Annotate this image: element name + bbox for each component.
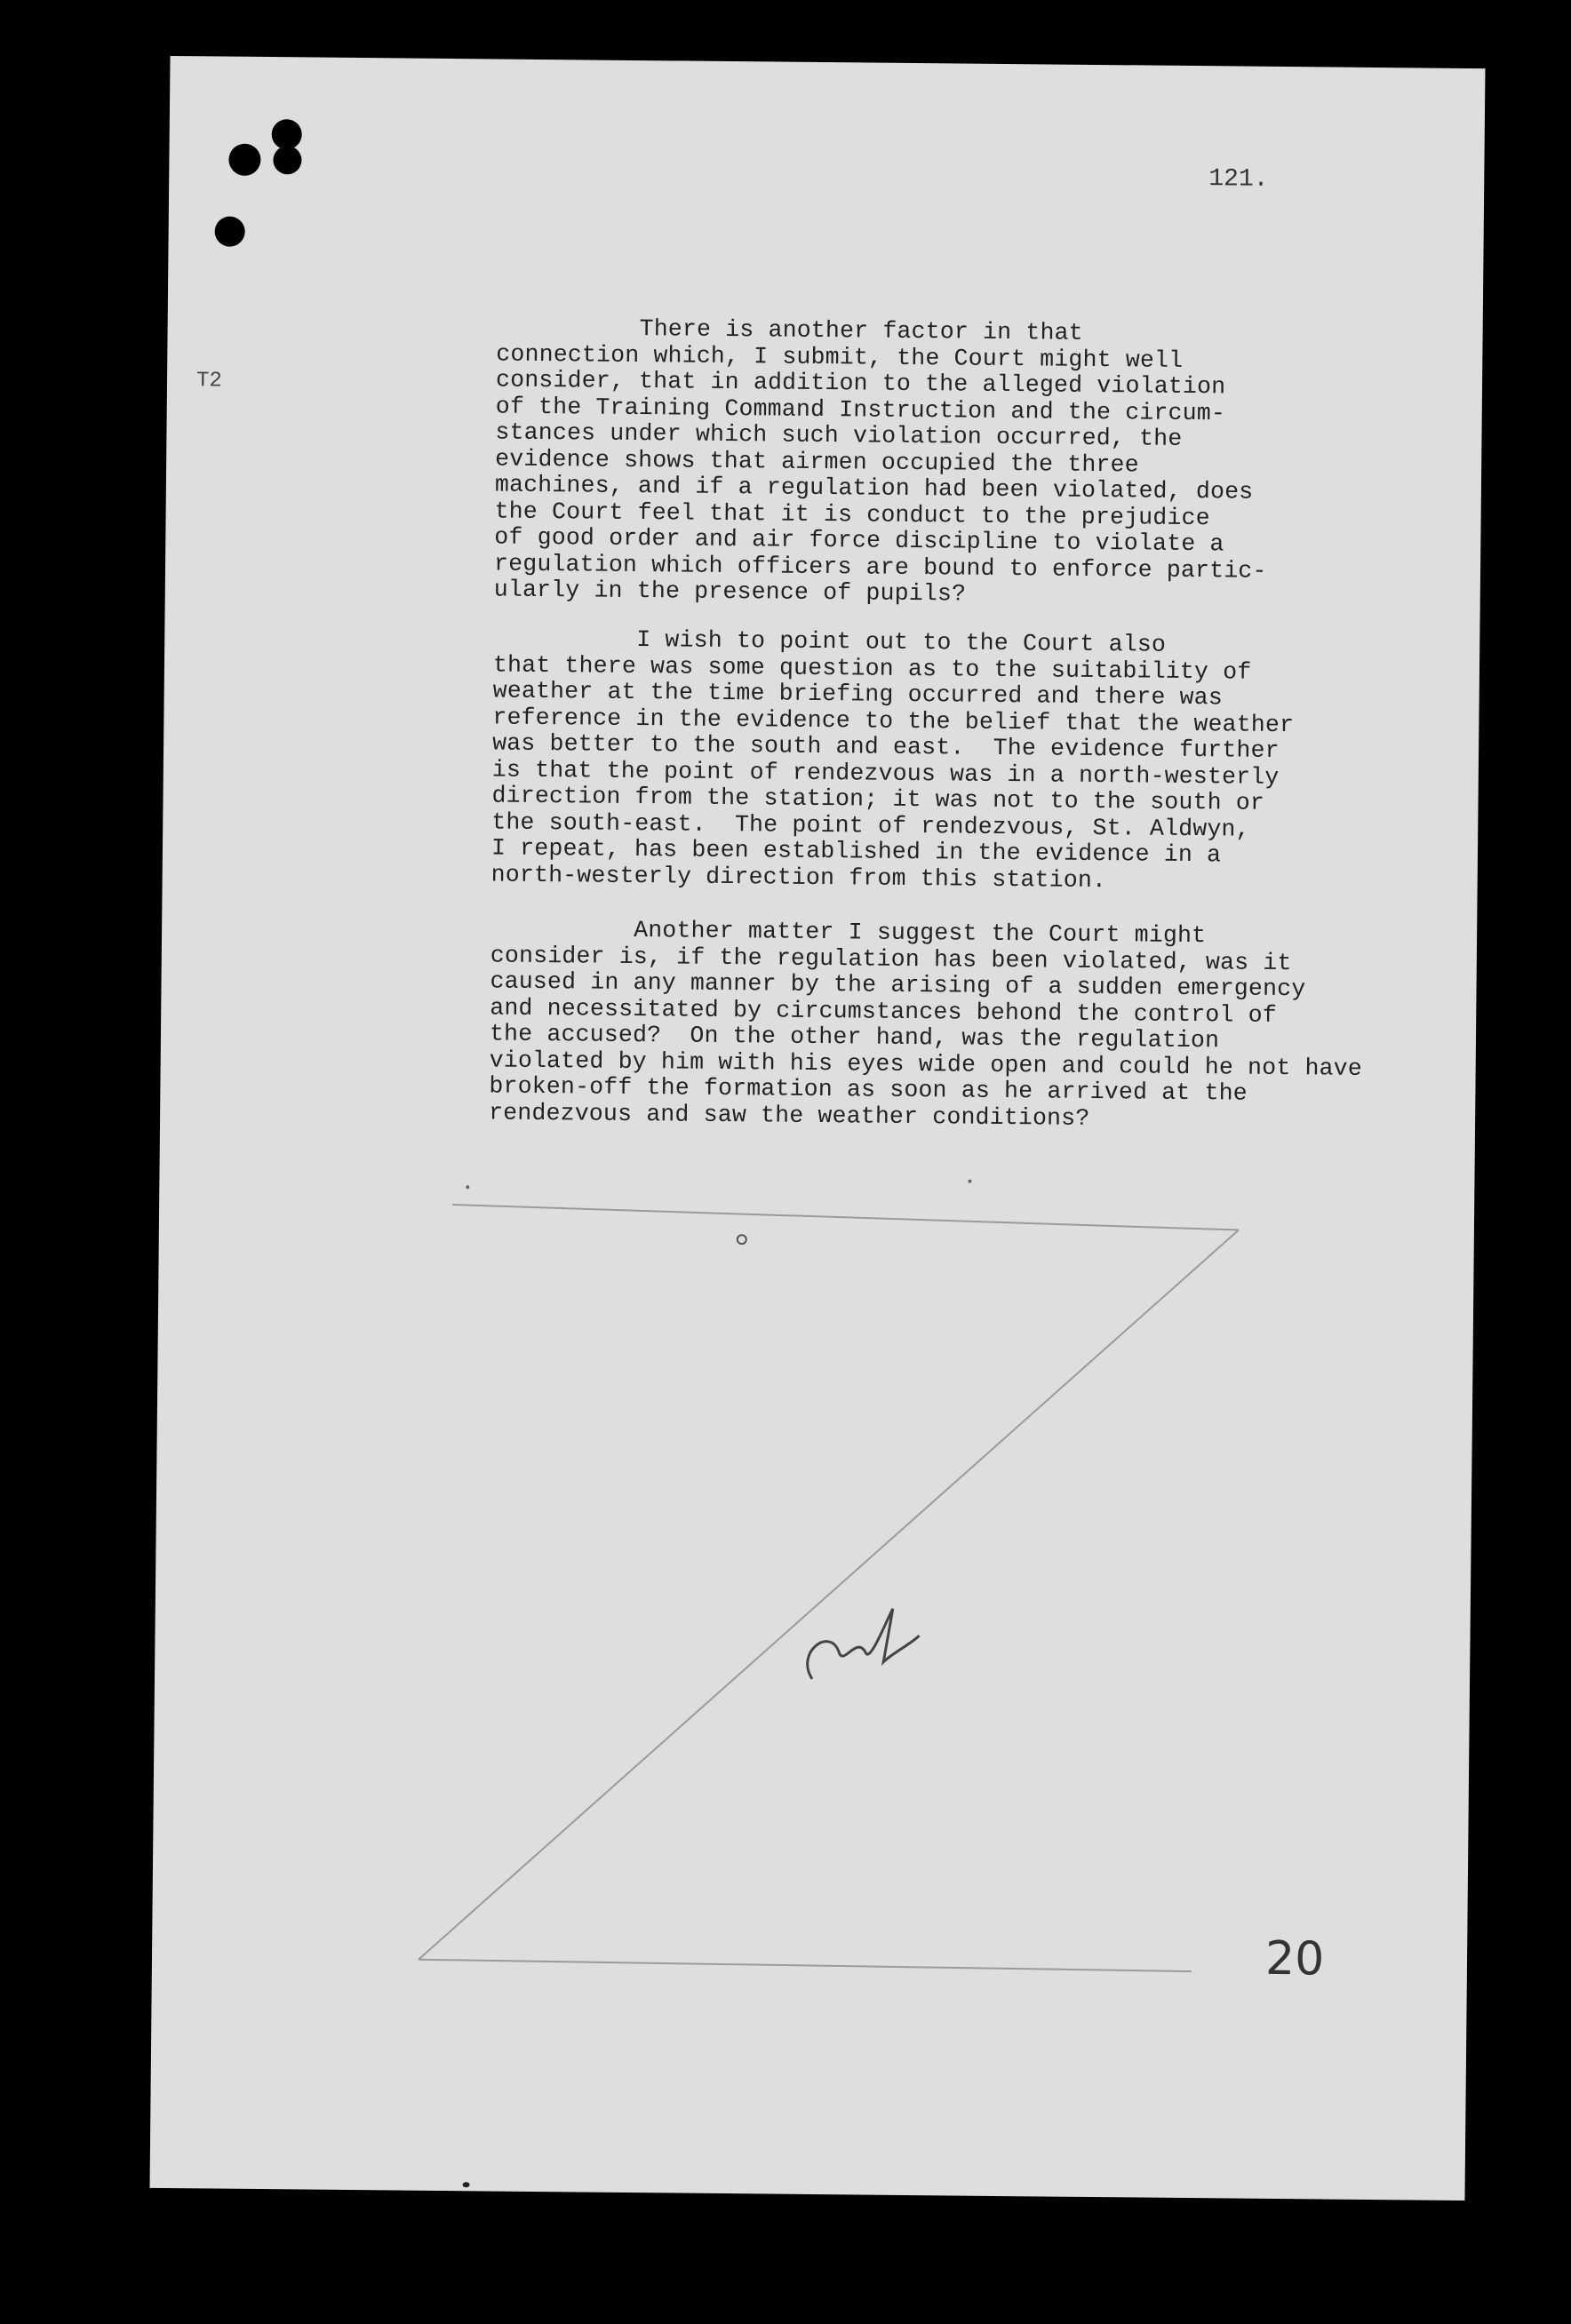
paragraph: There is another factor in that connection which, I submit, the Court might well consider, that in addition to the alleged violation of the Training Command Instruction and the circum- stances under which such violation occurred, the evidence shows that airmen occupied the three machines, and if a regulation had been violated, does the Court feel that it is conduct to the prejudice of good order and air force discipline to violate a regulation which officers are bound to enforce partic- ularly in the presence of pupils? — [493, 314, 1267, 608]
signature-initials — [808, 1608, 920, 1680]
ink-speck — [968, 1180, 971, 1183]
punch-hole — [273, 146, 301, 174]
ink-speck — [737, 1234, 747, 1245]
margin-annotation: T2 — [195, 369, 222, 394]
paragraph: Another matter I suggest the Court might consider is, if the regulation has been violated, was it caused in any manner by the arising of a sudden emergency and necessitated by circumstances behond the control of the accused? On the other hand, was the regulation violated by him with his eyes wide open and could he not have broken-off the formation as soon as he arrived at the rendezvous and saw the weather conditions? — [489, 915, 1363, 1132]
ink-speck — [463, 2182, 470, 2187]
handwritten-corner-mark: 20 — [1264, 1931, 1325, 1986]
paragraph: I wish to point out to the Court also that there was some question as to the suitability of weather at the time briefing occurred and there was reference in the evidence to the belief that the weather was better to the south and east. The evidence further is that the point of rendezvous was in a north-westerly direction from the station; it was not to the south or the south-east. The point of rendezvous, St. Aldwyn, I repeat, has been established in the evidence in a north-westerly direction from this station. — [490, 625, 1295, 894]
punch-hole — [214, 216, 244, 246]
document-page — [150, 56, 1486, 2201]
page-number: 121. — [1208, 165, 1269, 194]
punch-hole — [228, 144, 260, 176]
ink-speck — [466, 1185, 469, 1189]
